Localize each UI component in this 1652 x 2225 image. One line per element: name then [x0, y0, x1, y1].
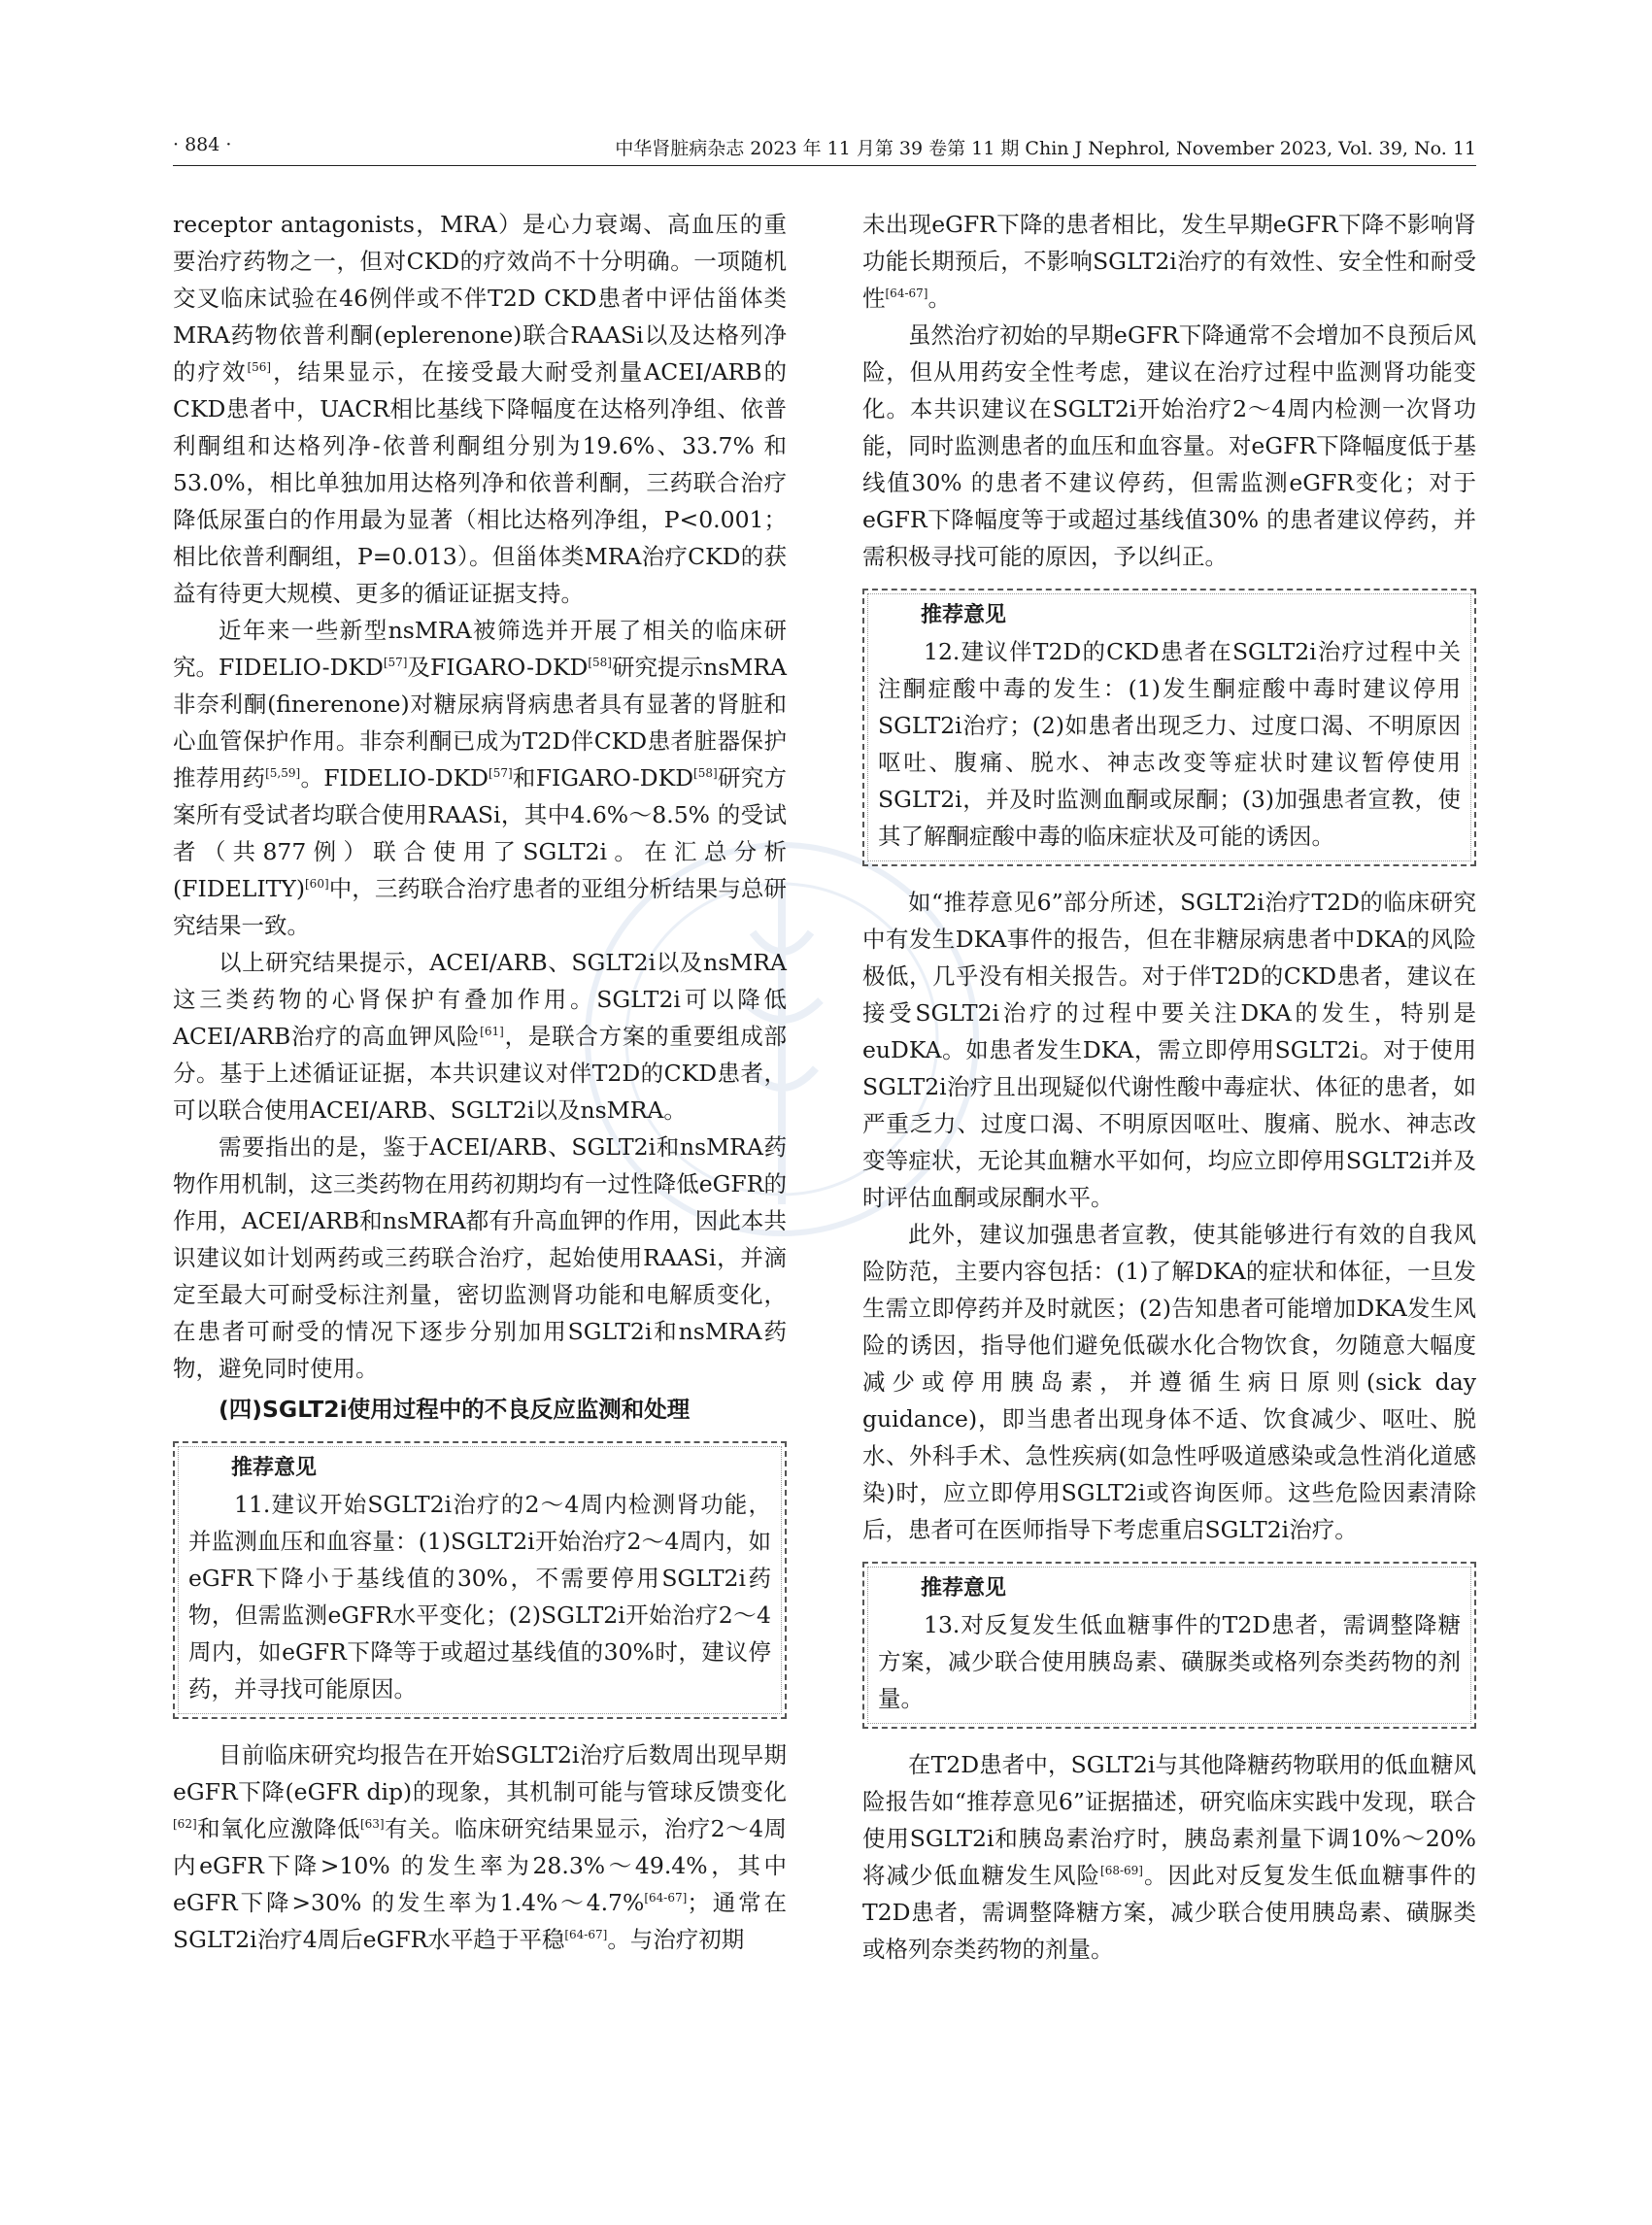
- recommendation-text: 13.对反复发生低血糖事件的T2D患者，需调整降糖方案，减少联合使用胰岛素、磺脲类或格列奈类药物的剂量。: [878, 1611, 1461, 1712]
- paragraph: receptor antagonists，MRA）是心力衰竭、高血压的重要治疗药物之一，但对CKD的疗效尚不十分明确。一项随机交叉临床试验在46例伴或不伴T2D CKD患者中评估甾体类MRA药物依普利酮(eplerenone)联合RAASi以及达格列净的疗效[56]，结果显示，在接受最大耐受剂量ACEI/ARB的CKD患者中，UACR相比基线下降幅度在达格列净组、依普利酮组和达格列净-依普利酮组分别为19.6%、33.7% 和53.0%，相比单独加用达格列净和依普利酮，三药联合治疗降低尿蛋白的作用最为显著（相比达格列净组，P<0.001；相比依普利酮组，P=0.013）。但甾体类MRA治疗CKD的获益有待更大规模、更多的循证证据支持。: [173, 211, 788, 607]
- recommendation-box-11: [173, 1441, 787, 1719]
- page-header: [173, 130, 1476, 169]
- paragraph: 未出现eGFR下降的患者相比，发生早期eGFR下降不影响肾功能长期预后，不影响SGLT2i治疗的有效性、安全性和耐受性[64-67]。: [862, 211, 1476, 312]
- paragraph: 近年来一些新型nsMRA被筛选并开展了相关的临床研究。FIDELIO-DKD[57]及FIGARO-DKD[58]研究提示nsMRA非奈利酮(finerenone)对糖尿病肾病患者具有显著的肾脏和心血管保护作用。非奈利酮已成为T2D伴CKD患者脏器保护推荐用药[5,59]。FIDELIO-DKD[57]和FIGARO-DKD[58]研究方案所有受试者均联合使用RAASi，其中4.6%～8.5% 的受试者（共877例）联合使用了SGLT2i。在汇总分析(FIDELITY)[60]中，三药联合治疗患者的亚组分析结果与总研究结果一致。: [173, 617, 788, 939]
- paragraph: 以上研究结果提示，ACEI/ARB、SGLT2i以及nsMRA这三类药物的心肾保护有叠加作用。SGLT2i可以降低ACEI/ARB治疗的高血钾风险[61]，是联合方案的重要组成部分。基于上述循证证据，本共识建议对伴T2D的CKD患者，可以联合使用ACEI/ARB、SGLT2i以及nsMRA。: [173, 949, 788, 1124]
- header-rule: [173, 165, 1476, 166]
- page-number: · 884 ·: [173, 134, 232, 155]
- recommendation-title: 推荐意见: [921, 603, 1007, 627]
- recommendation-text: 11.建议开始SGLT2i治疗的2～4周内检测肾功能，并监测血压和血容量：(1)SGLT2i开始治疗2～4周内，如eGFR下降小于基线值的30%，不需要停用SGLT2i药物，但需监测eGFR水平变化；(2)SGLT2i开始治疗2～4周内，如eGFR下降等于或超过基线值的30%时，建议停药，并寻找可能原因。: [188, 1491, 771, 1702]
- section-heading: (四)SGLT2i使用过程中的不良反应监测和处理: [219, 1396, 691, 1423]
- right-column: [862, 206, 1476, 1968]
- recommendation-box-12: [862, 589, 1476, 866]
- journal-citation: 中华肾脏病杂志 2023 年 11 月第 39 卷第 11 期 Chin J Nephrol, November 2023, Vol. 39, No. 11: [615, 138, 1476, 159]
- recommendation-box-13: [862, 1562, 1476, 1729]
- recommendation-title: 推荐意见: [921, 1576, 1007, 1601]
- left-column: [173, 206, 787, 1958]
- paragraph: 目前临床研究均报告在开始SGLT2i治疗后数周出现早期eGFR下降(eGFR dip)的现象，其机制可能与管球反馈变化[62]和氧化应激降低[63]有关。临床研究结果显示，治疗2～4周内eGFR下降>10% 的发生率为28.3%～49.4%，其中eGFR下降>30% 的发生率为1.4%～4.7%[64-67]；通常在SGLT2i治疗4周后eGFR水平趋于平稳[64-67]。与治疗初期: [173, 1741, 788, 1953]
- recommendation-title: 推荐意见: [231, 1456, 318, 1480]
- paragraph: 如“推荐意见6”部分所述，SGLT2i治疗T2D的临床研究中有发生DKA事件的报告，但在非糖尿病患者中DKA的风险极低，几乎没有相关报告。对于伴T2D的CKD患者，建议在接受SGLT2i治疗的过程中要关注DKA的发生，特别是euDKA。如患者发生DKA，需立即停用SGLT2i。对于使用SGLT2i治疗且出现疑似代谢性酸中毒症状、体征的患者，如严重乏力、过度口渴、不明原因呕吐、腹痛、脱水、神志改变等症状，无论其血糖水平如何，均应立即停用SGLT2i并及时评估血酮或尿酮水平。: [862, 889, 1476, 1211]
- paragraph: 此外，建议加强患者宣教，使其能够进行有效的自我风险防范，主要内容包括：(1)了解DKA的症状和体征，一旦发生需立即停药并及时就医；(2)告知患者可能增加DKA发生风险的诱因，指导他们避免低碳水化合物饮食，勿随意大幅度减少或停用胰岛素，并遵循生病日原则(sick day guidance)，即当患者出现身体不适、饮食减少、呕吐、脱水、外科手术、急性疾病(如急性呼吸道感染或急性消化道感染)时，应立即停用SGLT2i或咨询医师。这些危险因素清除后，患者可在医师指导下考虑重启SGLT2i治疗。: [862, 1221, 1476, 1543]
- paragraph: 需要指出的是，鉴于ACEI/ARB、SGLT2i和nsMRA药物作用机制，这三类药物在用药初期均有一过性降低eGFR的作用，ACEI/ARB和nsMRA都有升高血钾的作用，因此本共识建议如计划两药或三药联合治疗，起始使用RAASi，并滴定至最大可耐受标注剂量，密切监测肾功能和电解质变化，在患者可耐受的情况下逐步分别加用SGLT2i和nsMRA药物，避免同时使用。: [173, 1133, 787, 1382]
- recommendation-text: 12.建议伴T2D的CKD患者在SGLT2i治疗过程中关注酮症酸中毒的发生：(1)发生酮症酸中毒时建议停用SGLT2i治疗；(2)如患者出现乏力、过度口渴、不明原因呕吐、腹痛、脱水、神志改变等症状时建议暂停使用SGLT2i，并及时监测血酮或尿酮；(3)加强患者宣教，使其了解酮症酸中毒的临床症状及可能的诱因。: [878, 638, 1461, 850]
- paragraph: 在T2D患者中，SGLT2i与其他降糖药物联用的低血糖风险报告如“推荐意见6”证据描述，研究临床实践中发现，联合使用SGLT2i和胰岛素治疗时，胰岛素剂量下调10%～20% 将减少低血糖发生风险[68-69]。因此对反复发生低血糖事件的T2D患者，需调整降糖方案，减少联合使用胰岛素、磺脲类或格列奈类药物的剂量。: [862, 1751, 1477, 1963]
- paragraph: 虽然治疗初始的早期eGFR下降通常不会增加不良预后风险，但从用药安全性考虑，建议在治疗过程中监测肾功能变化。本共识建议在SGLT2i开始治疗2～4周内检测一次肾功能，同时监测患者的血压和血容量。对eGFR下降幅度低于基线值30% 的患者不建议停药，但需监测eGFR变化；对于eGFR下降幅度等于或超过基线值30% 的患者建议停药，并需积极寻找可能的原因，予以纠正。: [862, 321, 1476, 570]
